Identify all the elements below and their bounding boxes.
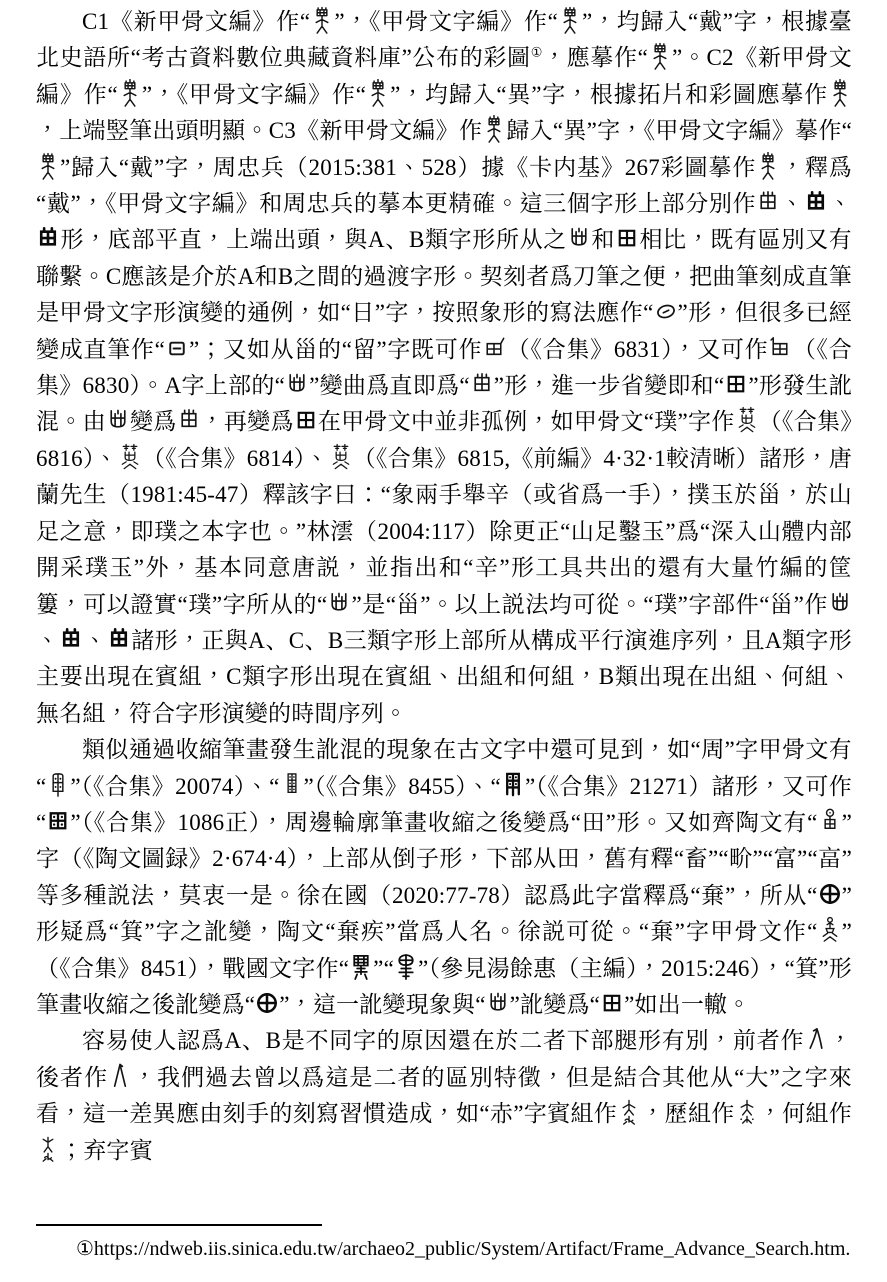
liu-form-b-icon xyxy=(768,334,792,363)
oracle-yi-person-icon xyxy=(118,79,142,108)
zai-grid-bold-icon xyxy=(36,224,60,253)
zai-grid-pointed-icon xyxy=(106,406,130,435)
oracle-dai-person-icon xyxy=(36,152,60,181)
oracle-yi-person-icon xyxy=(756,152,780,181)
qi-circle-cross-icon xyxy=(818,880,842,909)
oracle-dai-person-icon xyxy=(648,42,672,71)
oracle-dai-person-icon xyxy=(310,6,334,35)
paragraph: C1《新甲骨文編》作“ ”，《甲骨文字編》作“ ”，均歸入“戴”字，根據臺北史語所“考古資料數位典藏資料庫”公布的彩圖①，應摹作“ ”。C2《新甲骨文編》作“ ”，《甲骨文字編》作“ ”，均歸入“異”字，根據拓片和彩圖應摹作 ，上端竪筆出頭明顯。C3《新甲骨文編》作 歸入“異”字，《甲骨文字編》摹作“ ”歸入“戴”字，周忠兵（2015:381、528）據《卡内基》267彩圖摹作 ，釋爲“戴”，《甲骨文字編》和周忠兵的摹本更精確。這三個字形上部分別作 、 、 形，底部平直，上端出頭，與A、B類字形所从之 和 相比，既有區別又有聯繫。C應該是介於A和B之間的過渡字形。契刻者爲刀筆之便，把曲筆刻成直筆是甲骨文字形演變的通例，如“日”字，按照象形的寫法應作“ ”形，但很多已經變成直筆作“ ”；又如从甾的“留”字既可作 （《合集》6831），又可作 （《合集》6830）。A字上部的“ ”變曲爲直即爲“ ”形，進一步省變即和“ ”形發生訛混。由 變爲 ，再變爲 在甲骨文中並非孤例，如甲骨文“璞”字作 （《合集》6816）、 （《合集》6814）、 （《合集》6815,《前編》4·32·1較清晰）諸形，唐蘭先生（1981:45-47）釋該字曰：“象兩手舉辛（或省爲一手），撲玉於甾，於山足之意，即璞之本字也。”林澐（2004:117）除更正“山足鑿玉”爲“深入山體内部開采璞玉”外，基本同意唐説，並指出和“辛”形工具共出的還有大量竹編的筐簍，可以證實“璞”字所从的“ ”是“甾”。以上説法均可從。“璞”字部件“甾”作 、 、 諸形，正與A、C、B三類字形上部所从構成平行演進序列，且A類字形主要出現在賓組，C類字形出現在賓組、出組和何組，B類出現在出組、何組、無名組，符合字形演變的時間序列。 xyxy=(36,4,852,732)
zai-grid-flat-icon xyxy=(177,406,201,435)
zai-grid-bold-icon xyxy=(59,625,83,654)
zai-grid-flat-icon xyxy=(470,370,494,399)
taowen-qi-form-icon xyxy=(818,807,842,836)
tian-grid-icon xyxy=(600,989,624,1018)
oracle-yi-person-icon xyxy=(366,79,390,108)
zai-grid-bold-icon xyxy=(804,188,828,217)
zai-grid-pointed-icon xyxy=(285,370,309,399)
tian-grid-icon xyxy=(615,224,639,253)
leg-form-a-icon xyxy=(804,1025,828,1054)
pu-complex-icon xyxy=(329,443,353,472)
oracle-yi-person-icon xyxy=(828,79,852,108)
qi-seal-b-icon xyxy=(394,953,418,982)
zai-grid-bold-icon xyxy=(107,625,131,654)
pu-complex-icon xyxy=(118,443,142,472)
qi-oracle-form-icon xyxy=(818,916,842,945)
pu-complex-icon xyxy=(735,406,759,435)
footnote-reference-marker: ① xyxy=(530,44,543,60)
zai-grid-flat-icon xyxy=(756,188,780,217)
tian-grid-icon xyxy=(724,370,748,399)
zhou-form-c-icon xyxy=(501,771,525,800)
chi-form-b-icon xyxy=(735,1098,759,1127)
zai-grid-pointed-icon xyxy=(486,989,510,1018)
document-body xyxy=(36,4,852,1169)
tian-grid-icon xyxy=(294,406,318,435)
liu-form-a-icon xyxy=(482,334,506,363)
footnote-divider xyxy=(36,1224,322,1226)
zhou-form-d-icon xyxy=(46,807,70,836)
zai-grid-pointed-icon xyxy=(828,589,852,618)
sun-square-icon xyxy=(165,334,189,363)
zhou-form-b-icon xyxy=(280,771,304,800)
zhou-form-a-icon xyxy=(46,771,70,800)
oracle-yi-person-icon xyxy=(482,115,506,144)
zai-grid-pointed-icon xyxy=(327,589,351,618)
chi-form-a-icon xyxy=(617,1098,641,1127)
leg-form-b-icon xyxy=(108,1062,132,1091)
chi-form-c-icon xyxy=(36,1135,60,1164)
paragraph: 容易使人認爲A、B是不同字的原因還在於二者下部腿形有別，前者作 ，後者作 ，我們過去曾以爲這是二者的區別特徵，但是結合其他从“大”之字來看，這一差異應由刻手的刻寫習慣造成，如“赤”字賓組作 ，歷組作 ，何組作 ；弃字賓 xyxy=(36,1023,852,1169)
footnote-url: ①https://ndweb.iis.sinica.edu.tw/archaeo2_public/System/Artifact/Frame_Advance_Search.htm. xyxy=(76,1238,851,1260)
qi-circle-cross-icon xyxy=(255,989,279,1018)
paragraph: 類似通過收縮筆畫發生訛混的現象在古文字中還可見到，如“周”字甲骨文有“ ”（《合集》20074）、“ ”（《合集》8455）、“ ”（《合集》21271）諸形，又可作“ ”（《合集》1086正），周邊輪廓筆畫收縮之後變爲“田”形。又如齊陶文有“ ”字（《陶文圖録》2·674·4），上部从倒子形，下部从田，舊有釋“畜”“畍”“富”“畗”等多種説法，莫衷一是。徐在國（2020:77-78）認爲此字當釋爲“棄”，所从“ ”形疑爲“箕”字之訛變，陶文“棄疾”當爲人名。徐説可從。“棄”字甲骨文作“ ”（《合集》8451），戰國文字作“ ”“ ”（參見湯餘惠（主編），2015:246），“箕”形筆畫收縮之後訛變爲“ ”，這一訛變現象與“ ”訛變爲“ ”如出一轍。 xyxy=(36,737,852,1017)
oracle-dai-person-icon xyxy=(558,6,582,35)
qi-seal-a-icon xyxy=(349,953,373,982)
zai-grid-pointed-icon xyxy=(567,224,591,253)
sun-oval-icon xyxy=(654,297,678,326)
